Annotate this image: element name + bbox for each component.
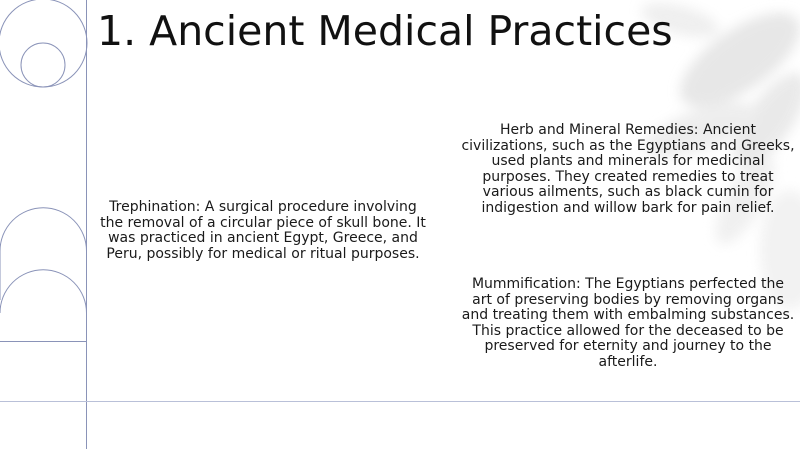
slide-title: 1. Ancient Medical Practices	[97, 7, 673, 55]
upper-arch-shape	[0, 208, 87, 251]
mummification-paragraph: Mummification: The Egyptians perfected the art of preserving bodies by removing organs and treating them with embalming substances. This practice allowed for the deceased to be preserved for eternity and journey to the afterlife.	[461, 276, 795, 370]
small-circle-shape	[21, 43, 65, 87]
trephination-paragraph: Trephination: A surgical procedure involving the removal of a circular piece of skull bone. It was practiced in ancient Egypt, Greece, and Peru, possibly for medical or ritual purposes.	[100, 199, 426, 262]
herbal-remedies-paragraph: Herb and Mineral Remedies: Ancient civilizations, such as the Egyptians and Greeks, used plants and minerals for medicinal purposes. They created remedies to treat various ailments, such as black cumin for indigestion and willow bark for pain relief.	[461, 122, 795, 216]
lower-arch-shape	[0, 270, 87, 313]
